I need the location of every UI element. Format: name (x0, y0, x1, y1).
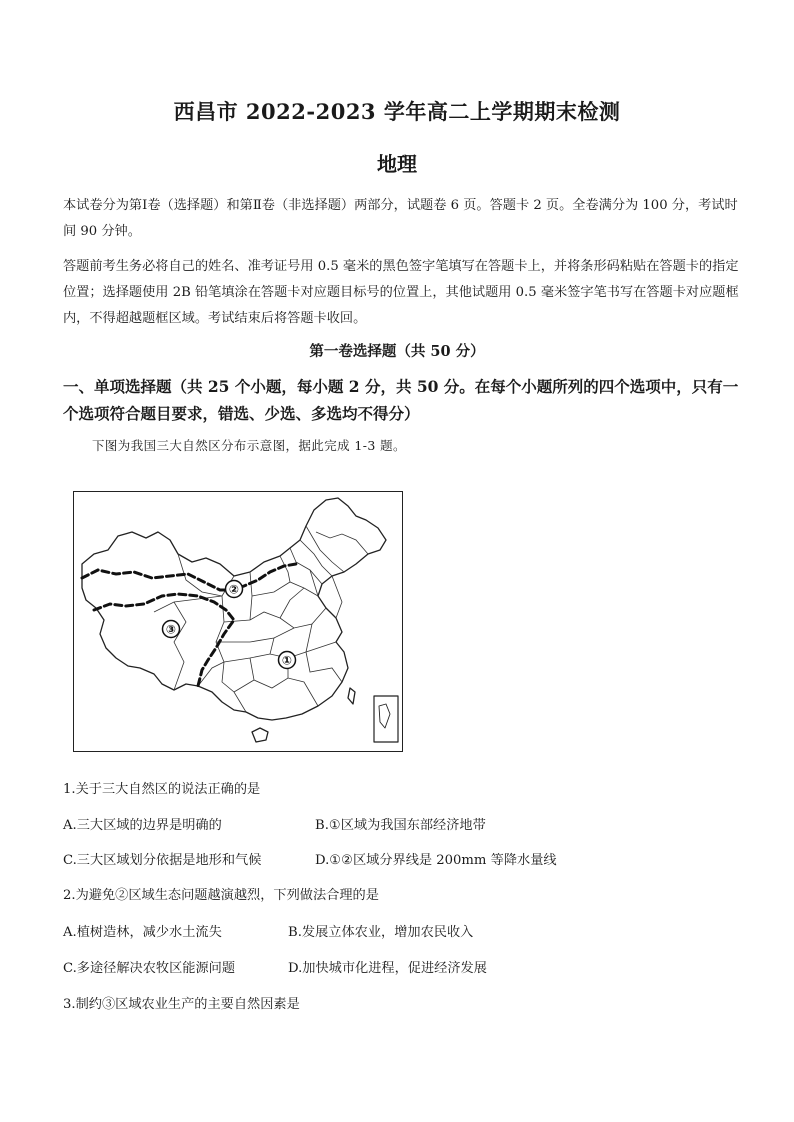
boundary-line-plateau (94, 594, 234, 686)
south-china-sea-inset (374, 696, 398, 742)
part-heading: 一、单项选择题（共 25 个小题，每小题 2 分，共 50 分。在每个小题所列的四个选项中，只有一个选项符合题目要求，错选、少选、多选均不得分） (63, 377, 739, 423)
question-1-stem: 1.关于三大自然区的说法正确的是 (63, 782, 261, 797)
instruction-paragraph-1: 本试卷分为第Ⅰ卷（选择题）和第Ⅱ卷（非选择题）两部分，试题卷 6 页。答题卡 2 页。全卷满分为 100 分，考试时间 90 分钟。 (63, 198, 738, 239)
question-1-option-b: B.①区域为我国东部经济地带 (315, 818, 486, 833)
question-2-stem: 2.为避免②区域生态问题越演越烈，下列做法合理的是 (63, 888, 379, 903)
question-2-option-b: B.发展立体农业，增加农民收入 (288, 925, 474, 940)
boundary-line-north (82, 564, 296, 590)
question-2-option-c: C.多途径解决农牧区能源问题 (63, 961, 236, 976)
question-3-stem: 3.制约③区域农业生产的主要自然因素是 (63, 997, 300, 1012)
region-label-3: ③ (165, 622, 177, 637)
question-1-option-c: C.三大区域划分依据是地形和气候 (63, 853, 262, 868)
region-label-2: ② (228, 582, 240, 597)
section-title: 第一卷选择题（共 50 分） (309, 343, 485, 360)
hainan-island (252, 728, 268, 742)
question-1-option-d: D.①②区域分界线是 200mm 等降水量线 (315, 853, 557, 868)
taiwan-island (348, 688, 355, 704)
exam-subject: 地理 (377, 152, 417, 176)
question-1-option-a: A.三大区域的边界是明确的 (63, 818, 222, 833)
instruction-paragraph-2: 答题前考生务必将自己的姓名、准考证号用 0.5 毫米的黑色签字笔填写在答题卡上，并将条形码粘贴在答题卡的指定位置；选择题使用 2B 铅笔填涂在答题卡对应题目标号的位置上，其他试题用 0.5 毫米签字笔书写在答题卡对应题框内，不得超越题框区域。考试结束后将答题卡收回。 (63, 259, 739, 326)
country-outline (82, 498, 386, 720)
china-natural-regions-map (73, 491, 403, 752)
figure-intro: 下图为我国三大自然区分布示意图，据此完成 1-3 题。 (92, 438, 406, 453)
region-label-1: ① (281, 653, 293, 668)
exam-title: 西昌市 2022-2023 学年高二上学期期末检测 (173, 99, 621, 124)
question-2-option-d: D.加快城市化进程，促进经济发展 (288, 961, 487, 976)
question-2-option-a: A.植树造林，减少水土流失 (63, 925, 222, 940)
map-drawing (74, 492, 401, 750)
